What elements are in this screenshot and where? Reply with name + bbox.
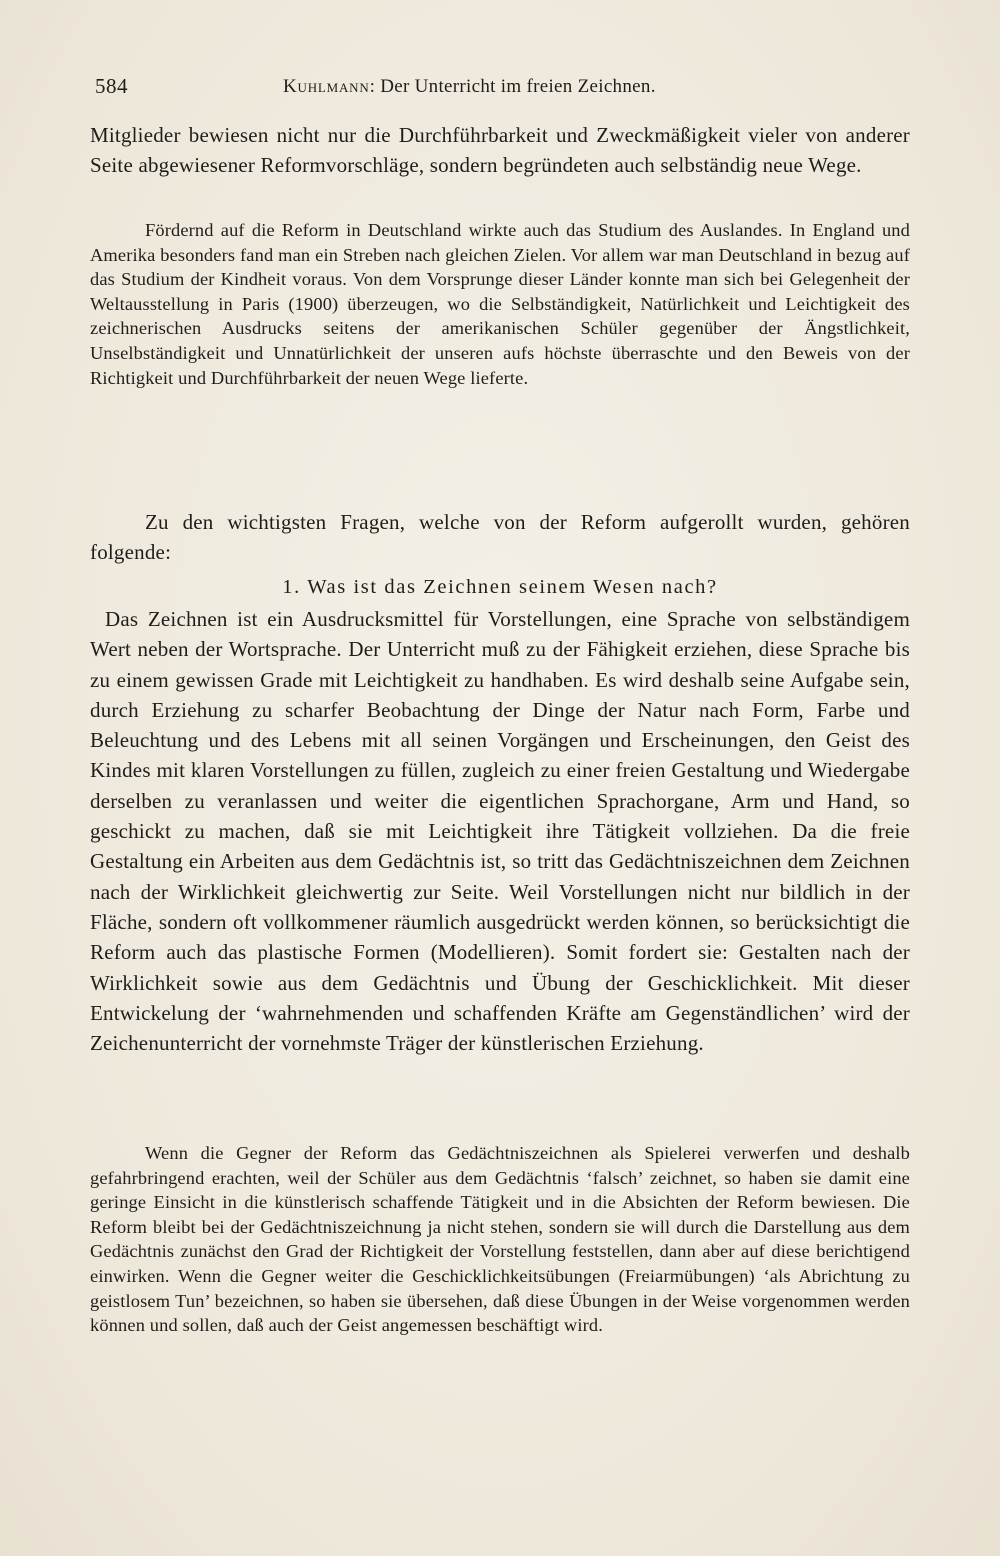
paragraph-foreign-influence: Fördernd auf die Reform in Deutschland wirkte auch das Studium des Auslandes. In England und Amerika besonders fand man ein Streben nach gleichen Zielen. Vor allem war man Deutschland in bezug auf das Studium der Kindheit voraus. Von dem Vorsprunge dieser Länder konnte man sich bei Gelegenheit der Weltausstellung in Paris (1900) überzeugen, wo die Selbständigkeit, Natürlichkeit und Leichtigkeit des zeichnerischen Ausdrucks seitens der amerikanischen Schüler gegenüber der Ängstlichkeit, Unselbständigkeit und Unnatürlichkeit der unseren aufs höchste überraschte und den Beweis von der Richtigkeit und Durchführbarkeit der neuen Wege lieferte. xyxy=(90,220,910,388)
paragraph-questions-intro: Zu den wichtigsten Fragen, welche von der Reform aufgerollt wurden, gehören folgende: xyxy=(90,510,910,565)
paragraph-drawing-essence: Das Zeichnen ist ein Ausdrucksmittel für Vorstellungen, eine Sprache von selbständigem Wert neben der Wortsprache. Der Unterricht muß zu der Fähigkeit erziehen, diese Sprache bis zu einem gewissen Grade mit Leichtigkeit zu handhaben. Es wird deshalb seine Aufgabe sein, durch Erziehung zu scharfer Beobachtung der Dinge der Natur nach Form, Farbe und Beleuchtung und des Lebens mit all seinen Vorgängen und Erscheinungen, den Geist des Kindes mit klaren Vorstellungen zu füllen, zugleich zu einer freien Gestaltung und Wiedergabe derselben zu veranlassen und weiter die eigentlichen Sprachorgane, Arm und Hand, so geschickt zu machen, daß sie mit Leichtigkeit ihre Tätigkeit vollziehen. Da die freie Gestaltung ein Arbeiten aus dem Gedächtnis ist, so tritt das Gedächtniszeichnen dem Zeichnen nach der Wirklichkeit gleichwertig zur Seite. Weil Vorstellungen nicht nur bildlich in der Fläche, sondern oft vollkommener räumlich ausgedrückt werden können, so berücksichtigt die Reform auch das plastische Formen (Modellieren). Somit fordert sie: Gestalten nach der Wirklichkeit sowie aus dem Gedächtnis und Übung der Geschicklichkeit. Mit dieser Entwickelung der ‘wahrnehmenden und schaffenden Kräfte am Gegenständlichen’ wird der Zeichenunterricht der vornehmste Träger der künstlerischen Erziehung. xyxy=(90,607,910,1056)
page-number: 584 xyxy=(95,74,128,98)
running-title xyxy=(283,76,656,98)
running-header xyxy=(95,74,910,104)
author-name: Kuhlmann xyxy=(283,76,370,97)
paragraph-continuation: Mitglieder bewiesen nicht nur die Durchführbarkeit und Zweckmäßigkeit vieler von anderer Seite abgewiesener Reformvorschläge, sondern begründeten auch selbständig neue Wege. xyxy=(90,123,910,178)
paragraph-memory-drawing: Wenn die Gegner der Reform das Gedächtniszeichnen als Spielerei verwerfen und deshalb gefahrbringend erachten, weil der Schüler aus dem Gedächtnis ‘falsch’ zeichnet, so haben sie damit eine geringe Einsicht in die künstlerisch schaffende Tätigkeit und in die Absichten der Reform bewiesen. Die Reform bleibt bei der Gedächtniszeichnung ja nicht stehen, sondern sie will durch die Darstellung aus dem Gedächtnis zunächst den Grad der Richtigkeit der Vorstellung feststellen, dann aber auf diese berichtigend einwirken. Wenn die Gegner weiter die Geschicklichkeitsübungen (Freiarmübungen) ‘als Abrichtung zu geistlosem Tun’ bezeichnen, so haben sie übersehen, daß diese Übungen in der Weise vorgenommen werden können und sollen, daß auch der Geist angemessen beschäftigt wird. xyxy=(90,1143,910,1336)
chapter-title: : Der Unterricht im freien Zeichnen. xyxy=(369,76,656,97)
section-heading: 1. Was ist das Zeichnen seinem Wesen nach? xyxy=(282,576,718,598)
